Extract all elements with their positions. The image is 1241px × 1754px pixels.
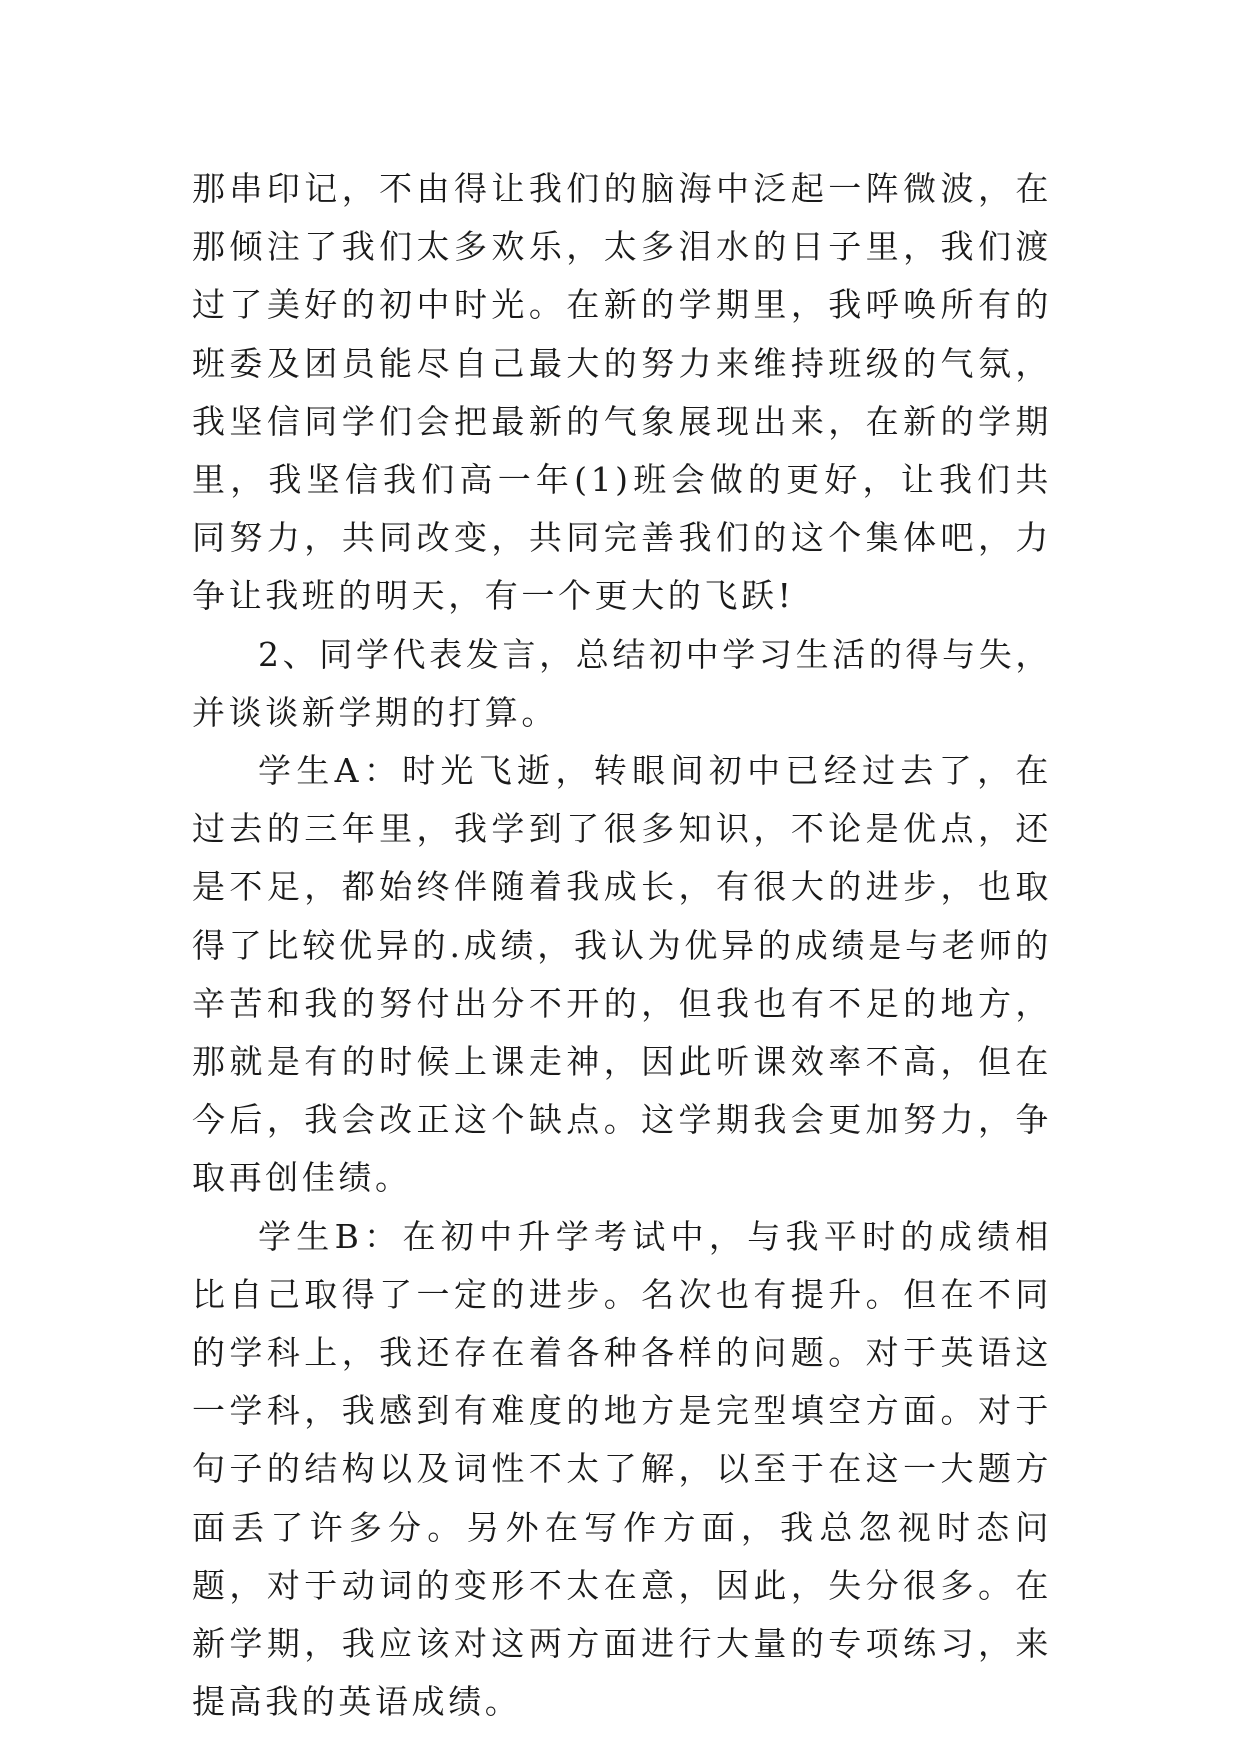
paragraph-student-a: 学生A：时光飞逝，转眼间初中已经过去了，在过去的三年里，我学到了很多知识，不论是优点，还是不足，都始终伴随着我成长，有很大的进步，也取得了比较优异的.成绩，我认为优异的成绩是与老师的辛苦和我的努付出分不开的，但我也有不足的地方，那就是有的时候上课走神，因此听课效率不高，但在今后，我会改正这个缺点。这学期我会更加努力，争取再创佳绩。 xyxy=(192,751,1052,1198)
paragraph-item-2: 2、同学代表发言，总结初中学习生活的得与失，并谈谈新学期的打算。 xyxy=(192,634,1052,732)
document-body xyxy=(192,160,1052,1731)
paragraph-continuation: 那串印记，不由得让我们的脑海中泛起一阵微波，在那倾注了我们太多欢乐，太多泪水的日子里，我们渡过了美好的初中时光。在新的学期里，我呼唤所有的班委及团员能尽自己最大的努力来维持班级的气氛，我坚信同学们会把最新的气象展现出来，在新的学期里，我坚信我们高一年(1)班会做的更好，让我们共同努力，共同改变，共同完善我们的这个集体吧，力争让我班的明天，有一个更大的飞跃! xyxy=(192,169,1052,616)
paragraph-student-b: 学生B：在初中升学考试中，与我平时的成绩相比自己取得了一定的进步。名次也有提升。但在不同的学科上，我还存在着各种各样的问题。对于英语这一学科，我感到有难度的地方是完型填空方面。对于句子的结构以及词性不太了解，以至于在这一大题方面丢了许多分。另外在写作方面，我总忽视时态问题，对于动词的变形不太在意，因此，失分很多。在新学期，我应该对这两方面进行大量的专项练习，来提高我的英语成绩。 xyxy=(192,1216,1052,1722)
